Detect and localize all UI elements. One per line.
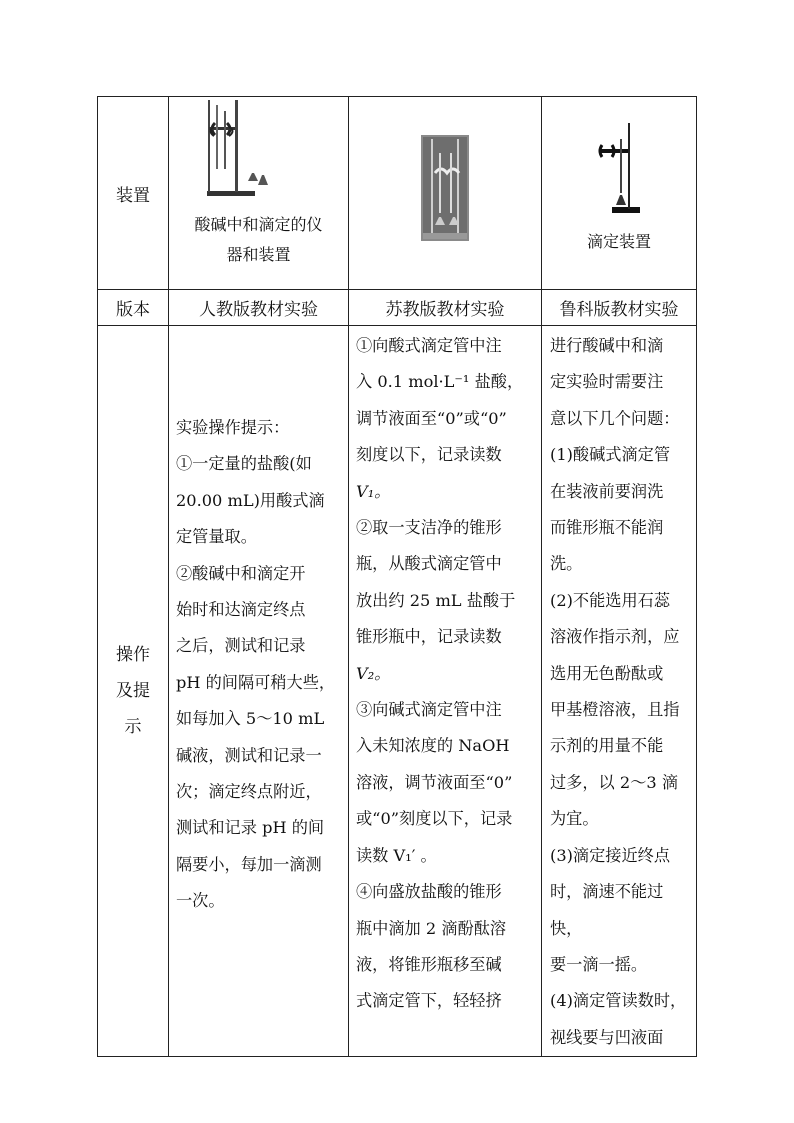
ren-line: 20.00 mL)用酸式滴	[176, 490, 325, 510]
su-line: 溶液，调节液面至“0”	[356, 772, 513, 792]
lu-line: 过多，以 2～3 滴	[550, 772, 679, 792]
lu-line: 时，滴速不能过快，	[550, 882, 664, 938]
operation-label-line3: 示	[124, 717, 142, 738]
su-text-cell	[349, 326, 542, 1057]
lu-line: (3)滴定接近终点	[550, 845, 671, 865]
ren-line: 实验操作提示：	[176, 418, 290, 437]
ren-line: pH 的间隔可稍大些，	[176, 672, 336, 692]
edition-ren: 人教版教材实验	[169, 290, 349, 326]
edition-lu: 鲁科版教材实验	[542, 290, 697, 326]
ren-line: 如每加入 5～10 mL	[176, 709, 325, 729]
lu-line: 要一滴一摇。	[550, 954, 648, 974]
su-line: 瓶中滴加 2 滴酚酞溶	[356, 918, 507, 938]
lu-line: (4)滴定管读数时，	[550, 991, 687, 1011]
ren-line: 之后，测试和记录	[176, 636, 306, 656]
ren-line: 碱液，测试和记录一	[176, 745, 322, 765]
su-line: 液，将锥形瓶移至碱	[356, 954, 502, 974]
lu-text	[542, 326, 696, 1056]
operation-row	[98, 326, 697, 1057]
su-line: 刻度以下，记录读数	[356, 445, 502, 465]
su-line: 入 0.1 mol·L⁻¹ 盐酸，	[356, 372, 524, 392]
lu-line: 视线要与凹液面	[550, 1027, 664, 1047]
su-line: 或“0”刻度以下，记录	[356, 809, 513, 829]
su-line: ③向碱式滴定管中注	[356, 700, 502, 720]
ren-line: 隔要小，每加一滴测	[176, 854, 322, 874]
ren-caption-line1: 酸碱中和滴定的仪	[194, 215, 323, 234]
lu-apparatus-cell	[542, 97, 697, 290]
ren-apparatus-cell	[169, 97, 349, 290]
su-line: 式滴定管下，轻轻挤	[356, 991, 502, 1011]
lu-line: (1)酸碱式滴定管	[550, 445, 671, 465]
lu-apparatus-caption: 滴定装置	[586, 232, 651, 251]
su-line: 入未知浓度的 NaOH	[356, 736, 510, 756]
lu-line: 在装液前要润洗	[550, 481, 664, 501]
lu-line: 甲基橙溶液，且指	[550, 700, 680, 720]
ren-line: 测试和记录 pH 的间	[176, 818, 325, 838]
apparatus-row	[98, 97, 697, 290]
ren-caption-line2: 器和装置	[226, 245, 291, 264]
ren-line: 一次。	[176, 891, 225, 911]
lu-line: 进行酸碱中和滴	[550, 336, 664, 355]
su-line: 瓶，从酸式滴定管中	[356, 554, 502, 574]
ren-line: ②酸碱中和滴定开	[176, 563, 306, 583]
su-line: ④向盛放盐酸的锥形	[356, 882, 502, 902]
ren-text-cell	[169, 326, 349, 1057]
su-line: V₁。	[356, 481, 391, 501]
apparatus-label: 装置	[98, 97, 169, 290]
lu-line: 意以下几个问题：	[550, 408, 680, 428]
lu-text-cell	[542, 326, 697, 1057]
su-line: 调节液面至“0”或“0”	[356, 408, 507, 428]
su-line: ①向酸式滴定管中注	[356, 336, 502, 355]
lu-line: 为宜。	[550, 809, 599, 829]
operation-label-line2: 及提	[116, 681, 150, 702]
lu-line: 选用无色酚酞或	[550, 663, 664, 683]
su-line: ②取一支洁净的锥形	[356, 518, 502, 538]
titration-setup-illustration	[542, 97, 697, 227]
ren-text	[169, 326, 348, 920]
ren-line: ①一定量的盐酸(如	[176, 454, 312, 474]
su-line: 锥形瓶中，记录读数	[356, 627, 502, 647]
edition-su: 苏教版教材实验	[349, 290, 542, 326]
operation-label-cell	[98, 326, 169, 1057]
lu-line: (2)不能选用石蕊	[550, 590, 671, 610]
lu-line: 示剂的用量不能	[550, 736, 664, 756]
operation-label-line1: 操作	[116, 645, 150, 666]
lu-line: 而锥形瓶不能润	[550, 518, 664, 538]
ren-line: 始时和达滴定终点	[176, 600, 306, 620]
titration-photo-illustration	[349, 97, 542, 290]
comparison-table	[97, 96, 697, 1057]
su-line: 放出约 25 mL 盐酸于	[356, 590, 516, 610]
ren-line: 定管量取。	[176, 527, 257, 547]
su-line: 读数 V₁′ 。	[356, 845, 437, 865]
su-apparatus-cell	[349, 97, 542, 290]
su-line: V₂。	[356, 663, 391, 683]
su-text	[349, 326, 541, 1020]
lu-line: 洗。	[550, 554, 583, 574]
edition-label: 版本	[98, 290, 169, 326]
edition-row	[98, 290, 697, 326]
ren-apparatus-caption	[169, 210, 348, 270]
lu-line: 溶液作指示剂，应	[550, 627, 680, 647]
lu-line: 定实验时需要注	[550, 372, 664, 392]
ren-line: 次；滴定终点附近，	[176, 782, 322, 802]
titration-stand-illustration	[169, 97, 349, 217]
